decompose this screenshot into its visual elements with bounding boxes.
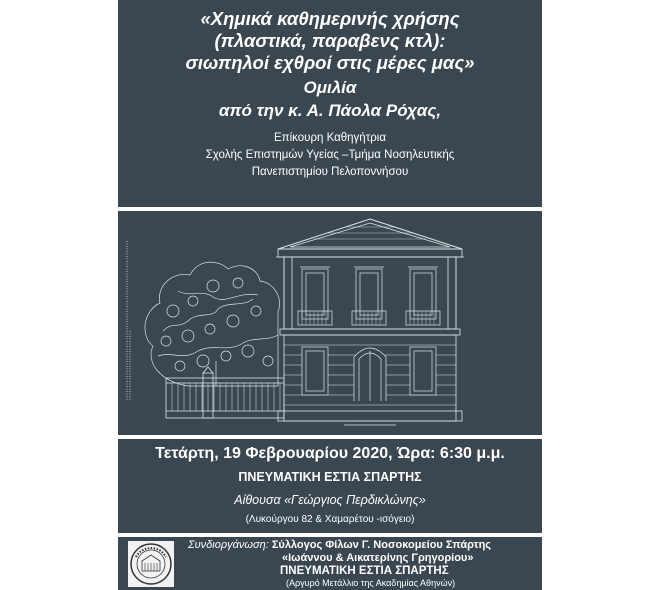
event-details-panel — [118, 439, 542, 533]
title-line-2: (πλαστικά, παραβενς κτλ): — [214, 30, 446, 51]
org1-name: Σύλλογος Φίλων Γ. Νοσοκομείου Σπάρτης — [271, 539, 492, 551]
event-hall: Αίθουσα «Γεώργιος Περδικλώνης» — [234, 493, 426, 507]
speaker-university: Πανεπιστημίου Πελοποννήσου — [251, 166, 409, 178]
title-panel — [118, 0, 542, 207]
coorganizers-panel — [118, 537, 542, 590]
building-illustration-panel — [118, 211, 542, 435]
event-poster — [118, 0, 542, 590]
talk-type: Ομιλία — [303, 78, 357, 97]
coorganizers-label: Συνδιοργάνωση: — [188, 539, 272, 551]
org1-subtitle: «Ιωάννου & Αικατερίνης Γρηγορίου» — [282, 552, 474, 564]
event-address: (Λυκούργου 82 & Χαμαρέτου -ισόγειο) — [245, 514, 415, 525]
title-line-1: «Χημικά καθημερινής χρήσης — [200, 8, 460, 29]
speaker-school: Σχολής Επιστημών Υγείας –Τμήμα Νοσηλευτικής — [205, 149, 455, 161]
event-datetime: Τετάρτη, 19 Φεβρουαρίου 2020, Ώρα: 6:30 μ.μ. — [155, 445, 505, 462]
speaker-position: Επίκουρη Καθηγήτρια — [274, 132, 386, 144]
org2-name: ΠΝΕΥΜΑΤΙΚΗ ΕΣΤΙΑ ΣΠΑΡΤΗΣ — [280, 565, 449, 577]
title-line-3: σιωπηλοί εχθροί στις μέρες μας» — [185, 52, 475, 73]
pnevmatiki-estia-seal-icon — [128, 541, 174, 587]
org2-note: (Αργυρό Μετάλλιο της Ακαδημίας Αθηνών) — [286, 578, 456, 588]
coorganizers-label-row — [188, 539, 491, 551]
neoclassical-building-drawing — [118, 211, 542, 435]
event-venue: ΠΝΕΥΜΑΤΙΚΗ ΕΣΤΙΑ ΣΠΑΡΤΗΣ — [238, 470, 422, 484]
speaker-name: από την κ. Α. Πάολα Ρόχας, — [218, 101, 442, 120]
